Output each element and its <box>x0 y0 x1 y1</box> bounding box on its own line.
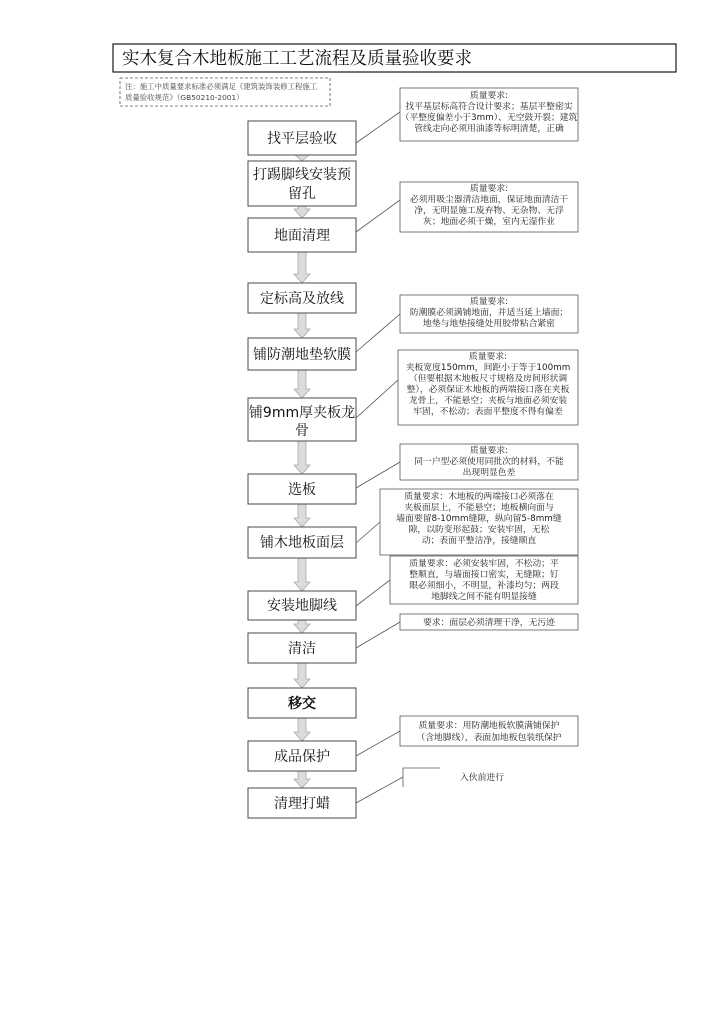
down-arrow <box>294 441 310 474</box>
connector-line <box>356 112 400 143</box>
connector-line <box>356 200 400 232</box>
requirement-line: 灰；地面必须干燥，室内无湿作业 <box>423 217 555 227</box>
connector-line <box>356 314 400 352</box>
connector-line <box>356 580 390 606</box>
requirement-line: （含地脚线），表面加地板包装纸保护 <box>416 733 562 743</box>
requirement-4 <box>398 350 578 425</box>
step-label: 铺9mm厚夹板龙 <box>248 405 356 421</box>
requirement-10 <box>403 768 504 787</box>
requirement-line: 整顺直，与墙面接口密实，无缝隙；钉 <box>409 570 559 580</box>
connector-line <box>356 731 400 756</box>
requirement-line: （平整度偏差小于3mm）、无空鼓开裂；建筑 <box>400 113 578 123</box>
requirement-line: 找平基层标高符合设计要求；基层平整密实 <box>405 102 573 112</box>
down-arrow <box>294 370 310 398</box>
requirement-line: 龙骨上，不能悬空；夹板与地面必须安装 <box>408 396 568 406</box>
step-label: 地面清理 <box>274 228 330 244</box>
requirement-3 <box>400 295 578 333</box>
requirement-line: 出现明显色差 <box>462 468 516 478</box>
down-arrow <box>294 313 310 338</box>
step-label: 清洁 <box>288 641 316 657</box>
requirement-line: 防潮膜必须满铺地面，并适当延上墙面； <box>409 308 569 318</box>
requirement-5 <box>400 444 578 480</box>
requirement-line: 动；表面平整洁净，接缝顺直 <box>421 536 537 546</box>
requirement-7 <box>390 556 578 604</box>
connector-line <box>356 380 398 418</box>
down-arrow <box>295 155 309 161</box>
requirement-line: 入伙前进行 <box>460 773 504 783</box>
requirement-line: 眼必须细小，不明显，补漆均匀；两段 <box>409 581 559 591</box>
step-label: 成品保护 <box>274 749 330 765</box>
requirement-line: 净，无明显施工废弃物、无杂物、无浮 <box>414 206 564 216</box>
connector-line <box>356 622 400 648</box>
requirement-line: （但要根据木地板尺寸规格及房间形状调 <box>408 374 568 384</box>
step-label: 铺木地板面层 <box>260 535 344 551</box>
note-line: 注：施工中质量要求标准必须满足《建筑装饰装修工程施工 <box>125 82 318 91</box>
down-arrow <box>294 663 310 688</box>
down-arrow <box>294 206 310 218</box>
requirement-6 <box>380 489 578 555</box>
step-label: 定标高及放线 <box>260 291 344 307</box>
requirement-9 <box>400 716 578 746</box>
requirement-line: 管线走向必须用油漆等标明清楚，正确 <box>414 124 564 134</box>
requirement-line: 质量要求: <box>469 297 509 307</box>
requirement-line: 要求：面层必须清理干净，无污迹 <box>423 618 555 628</box>
requirement-line: 质量要求：必须安装牢固，不松动；平 <box>409 559 559 569</box>
requirement-line: 质量要求：用防潮地板软膜满铺保护 <box>418 721 560 731</box>
requirement-line: 牢固，不松动；表面平整度不得有偏差 <box>413 407 563 417</box>
requirement-line: 必须用吸尘器清洁地面，保证地面清洁干 <box>409 195 569 205</box>
requirement-8 <box>400 614 578 630</box>
page-title: 实木复合木地板施工工艺流程及质量验收要求 <box>122 49 472 69</box>
requirement-line: 质量要求: <box>468 352 508 362</box>
step-label: 清理打蜡 <box>274 796 330 812</box>
requirement-line: 同一户型必须使用同批次的材料，不能 <box>414 457 564 467</box>
requirement-line: 整），必须保证木地板的两端接口落在夹板 <box>406 385 570 395</box>
requirement-bracket <box>403 768 440 787</box>
step-label: 安装地脚线 <box>267 598 337 614</box>
requirement-line: 质量要求: <box>469 446 509 456</box>
step-label: 找平层验收 <box>267 131 337 147</box>
requirement-line: 地脚线之间不能有明显接缝 <box>431 592 537 602</box>
down-arrow <box>294 252 310 283</box>
down-arrow <box>294 558 310 591</box>
step-label: 选板 <box>288 482 316 498</box>
down-arrow <box>294 620 310 633</box>
step-label: 移交 <box>288 696 316 712</box>
requirement-line: 夹板宽度150mm，间距小于等于100mm <box>405 363 571 373</box>
requirement-1 <box>400 88 578 141</box>
requirement-line: 质量要求: <box>469 91 509 101</box>
step-label: 打踢脚线安装预 <box>253 167 351 183</box>
down-arrow <box>294 771 310 788</box>
requirement-line: 夹板面层上，不能悬空；地板横向面与 <box>404 503 554 513</box>
requirement-connectors <box>356 112 403 803</box>
title-block <box>113 44 676 72</box>
step-label: 留孔 <box>288 186 316 202</box>
note-line: 质量验收规范》（GB50210-2001） <box>125 93 244 102</box>
down-arrow <box>294 504 310 527</box>
requirement-line: 质量要求：木地板的两端接口必须落在 <box>404 492 554 502</box>
requirement-line: 墙面要留8-10mm缝隙，纵向留5-8mm缝 <box>396 514 562 524</box>
requirement-line: 隙，以防变形起鼓；安装牢固，无松 <box>408 525 550 535</box>
connector-line <box>356 462 400 488</box>
connector-line <box>356 522 380 543</box>
requirement-line: 地垫与地垫接缝处用胶带粘合紧密 <box>423 319 555 329</box>
down-arrow <box>294 718 310 741</box>
step-label: 铺防潮地垫软膜 <box>253 347 351 363</box>
step-label: 骨 <box>295 423 309 439</box>
connector-line <box>356 777 403 803</box>
requirement-line: 质量要求: <box>469 184 509 194</box>
requirement-2 <box>400 182 578 232</box>
standard-note <box>120 78 330 106</box>
